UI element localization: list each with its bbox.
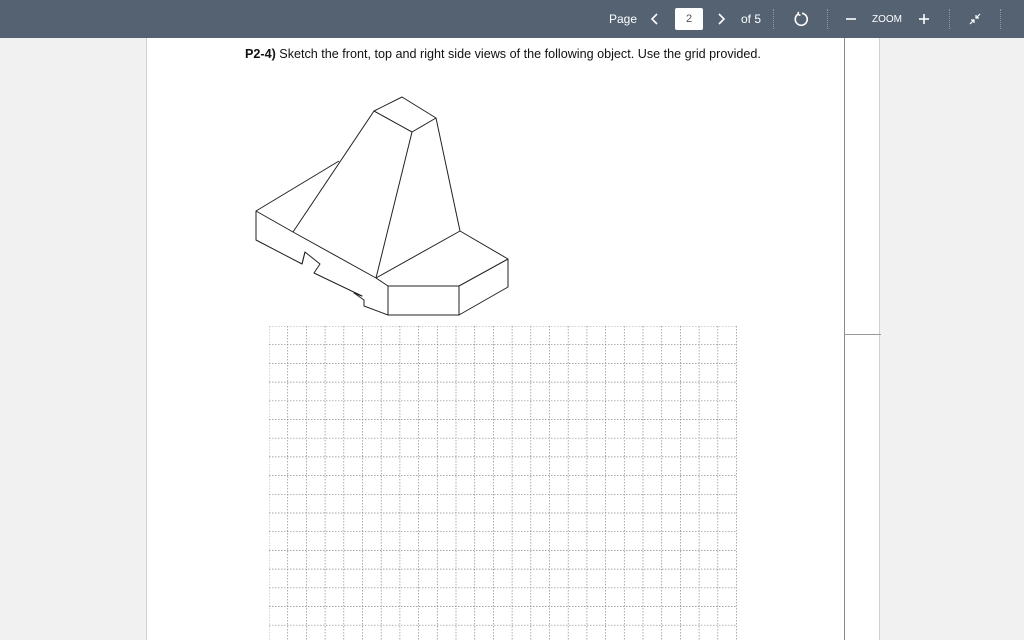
- minus-icon: [845, 13, 857, 25]
- toolbar-separator: [949, 9, 950, 29]
- toolbar-separator: [1000, 9, 1001, 29]
- prev-page-button[interactable]: [645, 0, 665, 38]
- zoom-label: ZOOM: [872, 13, 902, 25]
- problem-id: P2-4): [245, 47, 276, 61]
- next-page-button[interactable]: [711, 0, 731, 38]
- page-count-label: of 5: [740, 12, 761, 26]
- chevron-right-icon: [716, 12, 726, 26]
- page-margin-line: [844, 38, 845, 640]
- problem-statement: [245, 46, 765, 62]
- isometric-object-drawing: [247, 92, 517, 322]
- sketch-grid: [269, 326, 739, 640]
- page-label: Page: [608, 12, 638, 26]
- plus-icon: [918, 13, 930, 25]
- toolbar-separator: [773, 9, 774, 29]
- page-number-input[interactable]: [675, 8, 703, 30]
- pdf-toolbar: [0, 0, 1024, 38]
- pdf-page: [146, 38, 880, 640]
- toolbar-separator: [827, 9, 828, 29]
- rotate-button[interactable]: [790, 0, 812, 38]
- page-margin-mark: [844, 334, 881, 335]
- chevron-left-icon: [650, 12, 660, 26]
- collapse-button[interactable]: [965, 0, 985, 38]
- zoom-in-button[interactable]: [916, 0, 932, 38]
- rotate-icon: [793, 11, 809, 27]
- problem-text: Sketch the front, top and right side views of the following object. Use the grid provided.: [279, 47, 761, 61]
- zoom-out-button[interactable]: [843, 0, 859, 38]
- document-viewer[interactable]: [0, 38, 1024, 640]
- collapse-icon: [968, 12, 982, 26]
